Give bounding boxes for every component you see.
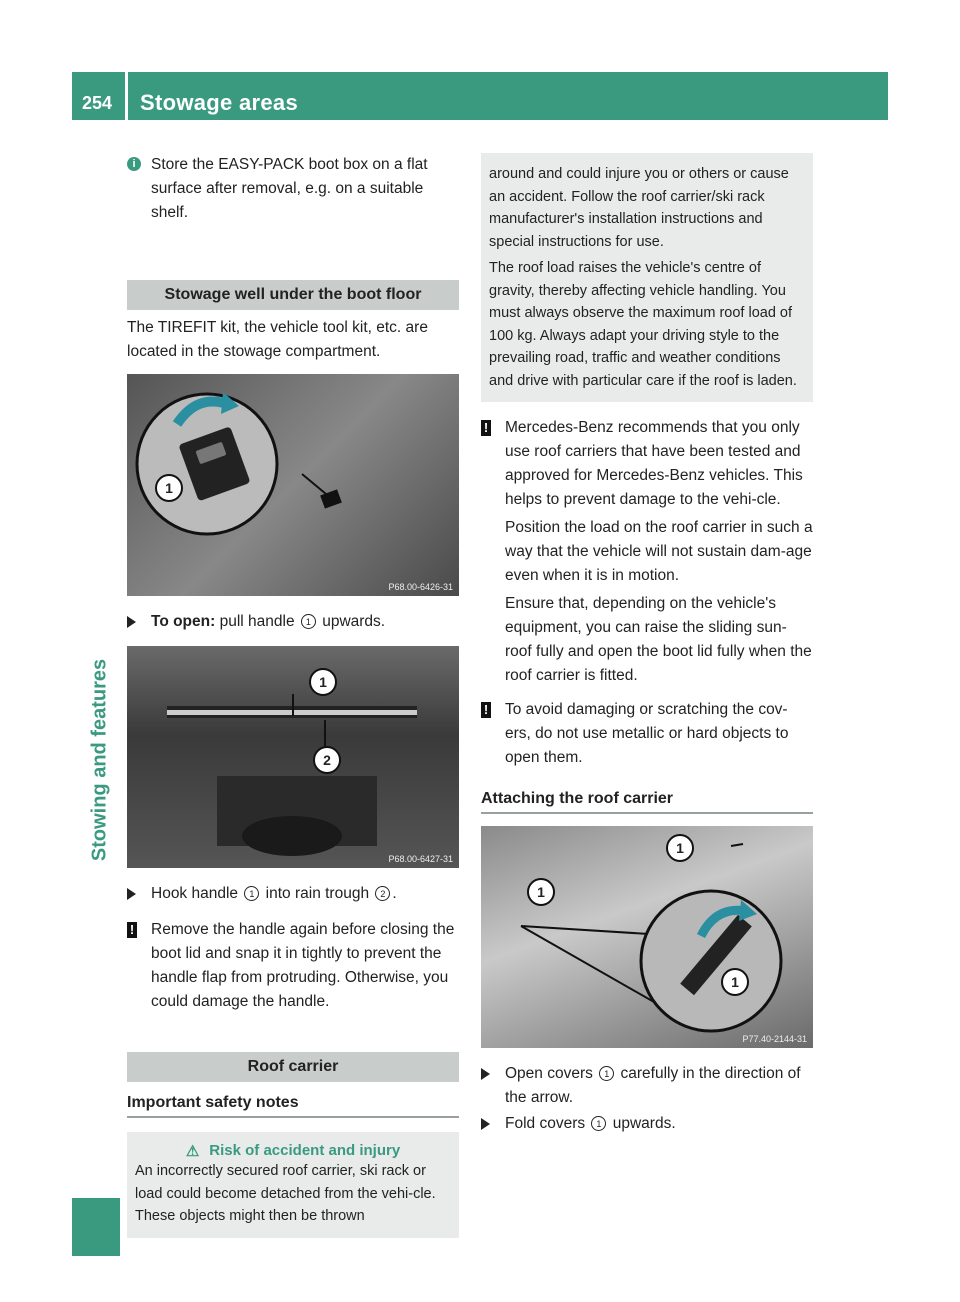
heading-safety-notes: Important safety notes (127, 1094, 459, 1118)
heading-roof-carrier: Roof carrier (127, 1052, 459, 1082)
sidebar-label: Stowing and features (88, 658, 111, 862)
step-arrow-icon (481, 1068, 490, 1080)
callout-1: 1 (244, 886, 259, 901)
warning-mercedes (481, 416, 813, 688)
callout-1: 1 (527, 878, 555, 906)
warning-covers (481, 698, 813, 770)
step-hook (127, 882, 459, 906)
section-title: Stowage areas (140, 90, 298, 115)
right-column (481, 153, 813, 1136)
boot-floor-photo (127, 374, 459, 596)
step-open-text: pull handle (219, 613, 295, 630)
sidebar-label-wrap (85, 580, 115, 940)
callout-2: 2 (313, 746, 341, 774)
step-arrow-icon (127, 888, 136, 900)
boot-handle-photo (127, 646, 459, 868)
step-hook-text-b: into rain trough (265, 885, 370, 902)
info-icon: i (127, 157, 141, 171)
callout-1: 1 (301, 614, 316, 629)
warning-mercedes-text-2: Position the load on the roof carrier in such a way that the vehicle will not sustain dam-age even when it is in motion. (505, 519, 813, 584)
callout-1: 1 (721, 968, 749, 996)
warning-handle (127, 918, 459, 1014)
warning-mercedes-text-1: Mercedes-Benz recommends that you only use roof carriers that have been tested and approved for Mercedes-Benz vehicles. This helps to prevent damage to the vehi-cle. (505, 419, 803, 508)
step-arrow-icon (481, 1118, 490, 1130)
step-fold-text-b: upwards. (612, 1115, 676, 1132)
roof-carrier-photo (481, 826, 813, 1048)
callout-1: 1 (309, 668, 337, 696)
callout-1: 1 (155, 474, 183, 502)
step-fold-covers (481, 1112, 813, 1136)
warning-handle-text: Remove the handle again before closing the boot lid and snap it in tightly to prevent the handle flap from protruding. Otherwise, you could damage the handle. (151, 921, 455, 1010)
callout-1: 1 (591, 1116, 606, 1131)
left-column (127, 153, 459, 1238)
stowage-well-text: The TIREFIT kit, the vehicle tool kit, etc. are located in the stowage compartment. (127, 319, 428, 360)
step-hook-end: . (392, 885, 397, 902)
step-fold-text: Fold covers (505, 1115, 586, 1132)
risk-text: An incorrectly secured roof carrier, ski rack or load could become detached from the vehi-cle. These objects might then be thrown (135, 1163, 436, 1224)
step-open-covers (481, 1062, 813, 1110)
roof-covers-illustration (481, 826, 813, 1048)
step-hook-text: Hook handle (151, 885, 239, 902)
step-covers-text-b: carefully in the direction of the arrow. (505, 1065, 801, 1106)
warning-icon: ! (127, 922, 137, 938)
info-note (127, 153, 459, 225)
header-divider (125, 72, 128, 120)
step-arrow-icon (127, 616, 136, 628)
warning-icon: ! (481, 420, 491, 436)
heading-stowage-well: Stowage well under the boot floor (127, 280, 459, 310)
callout-2: 2 (375, 886, 390, 901)
step-covers-text: Open covers (505, 1065, 593, 1082)
heading-attaching: Attaching the roof carrier (481, 790, 813, 814)
risk-box (127, 1132, 459, 1238)
side-tab-marker (72, 1198, 120, 1256)
risk-title: Risk of accident and injury (209, 1142, 401, 1159)
risk-continued-text-2: The roof load raises the vehicle's centre of gravity, thereby affecting vehicle handling. You must always observe the maximum roof load of 100 kg. Always adapt your driving style to the prevailing road, traffic and weather conditions and drive with particular care if the roof is laden. (489, 260, 797, 389)
page-number: 254 (82, 93, 113, 113)
callout-1: 1 (666, 834, 694, 862)
image-code: P68.00-6426-31 (388, 582, 453, 592)
warning-icon: ! (481, 702, 491, 718)
image-code: P68.00-6427-31 (388, 854, 453, 864)
image-code: P77.40-2144-31 (742, 1034, 807, 1044)
warning-mercedes-text-3: Ensure that, depending on the vehicle's equipment, you can raise the sliding sun-roof fully and open the boot lid fully when the roof carrier is fitted. (505, 595, 812, 684)
warning-covers-text: To avoid damaging or scratching the cov-ers, do not use metallic or hard objects to open them. (505, 701, 789, 766)
step-open-end: upwards. (322, 613, 386, 630)
step-open-label: To open: (151, 613, 216, 630)
risk-continued-text-1: around and could injure you or others or cause an accident. Follow the roof carrier/ski rack manufacturer's installation instructions and special instructions for use. (489, 166, 789, 250)
warning-triangle-icon: ⚠ (185, 1143, 200, 1160)
risk-box-continued (481, 153, 813, 402)
callout-1: 1 (599, 1066, 614, 1081)
step-open (127, 610, 459, 634)
info-note-text: Store the EASY-PACK boot box on a flat surface after removal, e.g. on a suitable shelf. (151, 156, 428, 221)
boot-handle-illustration (127, 646, 459, 868)
